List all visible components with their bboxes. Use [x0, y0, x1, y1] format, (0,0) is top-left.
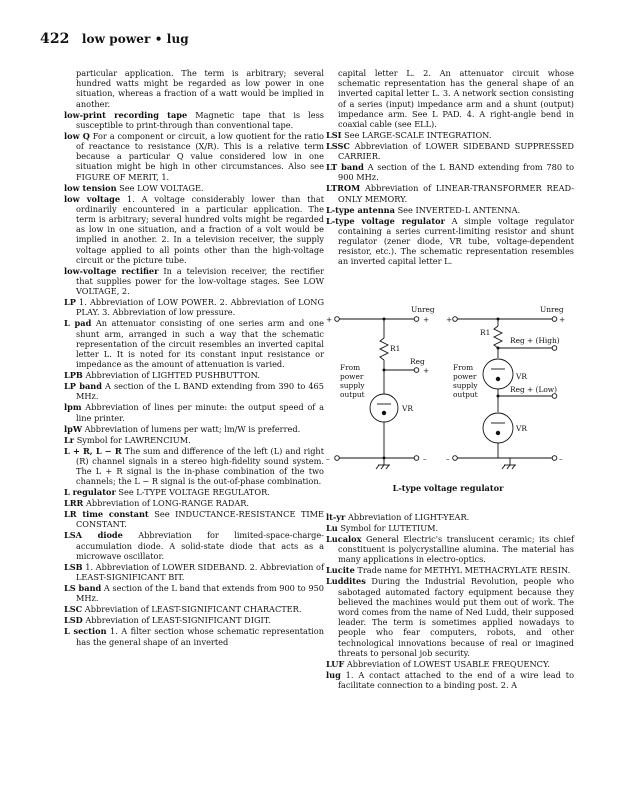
entry-term: LSD [64, 615, 83, 626]
entry-definition: See LARGE-SCALE INTEGRATION. [344, 130, 492, 141]
dictionary-entry [326, 183, 574, 203]
dictionary-entry [326, 68, 574, 129]
entry-term: L regulator [64, 487, 116, 498]
left-column [64, 68, 324, 648]
entry-term: lpm [64, 402, 82, 413]
dictionary-entry [326, 565, 574, 575]
entry-term: L + R, L − R [64, 445, 122, 456]
dictionary-entry [326, 216, 574, 267]
left-input-plus: + [326, 315, 333, 324]
entry-definition: Abbreviation of LONG-RANGE RADAR. [85, 498, 249, 509]
dictionary-entry [64, 446, 324, 487]
dictionary-entry [64, 562, 324, 582]
entry-term: lpW [64, 423, 83, 434]
dictionary-entry [326, 205, 574, 215]
left-r1-label: R1 [390, 344, 401, 353]
entry-definition: 1. A voltage considerably lower than that ordinarily encountered in a particular application. The term is arbitrary; several hundred volts might be regarded as low in one situation, and a fraction of a volt would be implied in another. 2. In a television receiver, the supply voltage applied to all points other than the high-voltage circuit or the picture tube. [76, 193, 324, 265]
left-output-plus: + [423, 315, 430, 324]
entry-term: low tension [64, 182, 117, 193]
entry-definition: Symbol for LUTETIUM. [340, 523, 439, 533]
dictionary-entry [326, 534, 574, 565]
entry-definition: For a component or circuit, a low quotient for the ratio of reactance to resistance (X/R). This is a relative term because a particular Q value considered low in one situation might be high in other circumstances. Also see FIGURE OF MERIT, 1. [76, 130, 324, 182]
entry-definition: Abbreviation for limited-space-charge-accumulation diode. A solid-state diode that acts as a microwave oscillator. [76, 530, 324, 561]
entry-term: L-type voltage regulator [326, 215, 445, 226]
entry-definition: 1. A filter section whose schematic representation has the general shape of an inverted [76, 626, 324, 647]
right-vr2-label: VR [516, 424, 527, 433]
dictionary-entry [64, 435, 324, 445]
entry-term: L pad [64, 318, 92, 329]
dictionary-entry [326, 162, 574, 182]
entry-term: lug [326, 669, 341, 680]
entry-term: Lucite [326, 565, 355, 576]
entry-definition: During the Industrial Revolution, people who sabotaged automated factory equipment because they believed the machines would put them out of work. The word comes from the name of Ned Ludd, their supposed leader. The term is sometimes applied nowadays to people who fear computers, robots, and other technological innovations because of real or imagined threats to personal job security. [338, 576, 574, 658]
entry-definition: Abbreviation of LIGHTED PUSHBUTTON. [85, 370, 260, 381]
running-title: low power • lug [81, 32, 189, 46]
entry-term: LUF [326, 658, 345, 669]
entry-definition: See L-TYPE VOLTAGE REGULATOR. [118, 487, 270, 498]
right-power-label: power [453, 372, 477, 381]
dictionary-entry [64, 424, 324, 434]
right-input-minus: – [446, 454, 450, 463]
entry-term: L section [64, 626, 107, 637]
dictionary-entry [64, 402, 324, 422]
right-column-top [326, 68, 574, 267]
entry-term: LP band [64, 381, 102, 392]
left-supply-label: supply [340, 381, 365, 390]
entry-term: LSI [326, 130, 342, 141]
entry-term: Luddites [326, 576, 366, 587]
dictionary-entry [64, 583, 324, 603]
dictionary-entry [64, 487, 324, 497]
left-unreg-label: Unreg [411, 305, 435, 314]
left-output-label: output [340, 390, 365, 399]
right-supply-label: supply [453, 381, 478, 390]
entry-definition: General Electric's translucent ceramic; its chief constituent is polycrystalline alumina. The material has many applications in electro-optics. [338, 534, 574, 565]
left-power-label: power [340, 372, 364, 381]
entry-definition: Abbreviation of LEAST-SIGNIFICANT DIGIT. [85, 615, 271, 626]
dictionary-entry [64, 381, 324, 401]
entry-term: L-type antenna [326, 204, 395, 215]
entry-term: low-print recording tape [64, 109, 188, 120]
entry-term: low Q [64, 130, 90, 141]
right-reg-high-label: Reg + (High) [510, 336, 560, 345]
entry-term: LSC [64, 604, 83, 615]
entry-definition: Abbreviation of LOWEST USABLE FREQUENCY. [346, 658, 550, 669]
entry-term: Lr [64, 434, 75, 445]
entry-definition: Abbreviation of LINEAR-TRANSFORMER READ-ONLY MEMORY. [338, 183, 574, 204]
entry-term: lt-yr [326, 512, 346, 522]
left-input-minus: – [326, 454, 330, 463]
dictionary-entry [326, 670, 574, 690]
right-output-minus: – [559, 454, 563, 463]
dictionary-entry [64, 370, 324, 380]
dictionary-entry [326, 523, 574, 533]
dictionary-entry [326, 512, 574, 522]
dictionary-entry [64, 615, 324, 625]
dictionary-entry [64, 626, 324, 646]
right-from-label: From [453, 363, 474, 372]
entry-definition: See INVERTED-L ANTENNA. [397, 204, 521, 215]
dictionary-entry [64, 318, 324, 369]
entry-definition: In a television receiver, the rectifier that supplies power for the low-voltage stages. See LOW VOLTAGE, 2. [76, 265, 325, 297]
entry-definition: 1. A contact attached to the end of a wire lead to facilitate connection to a binding post. 2. A [338, 669, 575, 691]
dictionary-entry [326, 576, 574, 658]
right-reg-low-label: Reg + (Low) [510, 385, 558, 394]
entry-definition: An attenuator consisting of one series arm and one shunt arm, arranged in such a way that the schematic representation of the circuit resembles an inverted capital letter L. It is noted for its constant input resistance or impedance as the amount of attenuation is varied. [76, 318, 324, 370]
entry-term: LP [64, 297, 76, 308]
dictionary-entry [64, 194, 324, 265]
entry-definition: particular application. The term is arbitrary; several hundred watts might be regarded as low power in one situation, whereas a fraction of a watt would be implied in another. [76, 68, 324, 109]
entry-term: LT band [326, 162, 364, 173]
right-column-bottom [326, 512, 574, 691]
entry-definition: Abbreviation of LIGHT-YEAR. [347, 512, 470, 522]
dictionary-entry [326, 659, 574, 669]
page-number: 422 [40, 31, 70, 47]
dictionary-entry [64, 498, 324, 508]
entry-term: LR time constant [64, 509, 149, 520]
entry-term: LSB [64, 561, 83, 572]
entry-definition: A section of the L BAND extending from 780 to 900 MHz. [338, 162, 574, 183]
entry-definition: Magnetic tape that is less susceptible to print-through than conventional tape. [76, 109, 324, 130]
entry-definition: The sum and difference of the left (L) and right (R) channel signals in a stereo high-fidelity sound system. The L + R signal is the in-phase combination of the two channels; the L − R signal is the out-of-phase combination. [76, 445, 324, 487]
entry-definition: See INDUCTANCE-RESISTANCE TIME CONSTANT. [76, 509, 325, 530]
running-header [40, 31, 189, 47]
entry-term: LPB [64, 370, 83, 381]
right-vr1-label: VR [516, 372, 527, 381]
entry-definition: capital letter L. 2. An attenuator circuit whose schematic representation has the general shape of an inverted capital letter L. 3. A network section consisting of a series (input) impedance arm and a shunt (output) impedance arm. See L PAD. 4. A right-angle bend in coaxial cable (see ELL). [338, 68, 574, 130]
entry-term: low-voltage rectifier [64, 265, 159, 276]
dictionary-entry [326, 141, 574, 161]
entry-definition: A section of the L band that extends from 900 to 950 MHz. [76, 583, 324, 604]
right-input-plus: + [446, 315, 453, 324]
entry-term: Lucalox [326, 534, 362, 544]
figure-caption: L-type voltage regulator [392, 483, 504, 493]
right-r1-label: R1 [480, 328, 491, 337]
entry-definition: Abbreviation of lumens per watt; lm/W is preferred. [84, 423, 301, 434]
entry-definition: Abbreviation of LEAST-SIGNIFICANT CHARACTER. [84, 604, 302, 615]
entry-definition: Abbreviation of lines per minute: the output speed of a line printer. [76, 402, 325, 423]
dictionary-entry [64, 509, 324, 529]
entry-definition: Abbreviation of LOWER SIDEBAND SUPPRESSED CARRIER. [338, 141, 575, 162]
entry-term: Lu [326, 523, 338, 533]
dictionary-entry [64, 110, 324, 130]
left-reg-label: Reg [410, 357, 425, 366]
entry-term: LRR [64, 498, 84, 509]
dictionary-entry [64, 183, 324, 193]
entry-definition: See LOW VOLTAGE. [119, 182, 204, 193]
entry-definition: 1. Abbreviation of LOWER SIDEBAND. 2. Abbreviation of LEAST-SIGNIFICANT BIT. [76, 561, 324, 583]
right-unreg-label: Unreg [540, 305, 564, 314]
entry-term: LSA diode [64, 530, 123, 541]
dictionary-entry [64, 266, 324, 297]
right-output-label: output [453, 390, 478, 399]
left-from-label: From [340, 363, 361, 372]
dictionary-entry [64, 530, 324, 561]
entry-term: LTROM [326, 183, 361, 194]
regulator-diagram [322, 300, 574, 500]
entry-definition: A section of the L BAND extending from 390 to 465 MHz. [76, 381, 324, 402]
entry-definition: A simple voltage regulator containing a series current-limiting resistor and shunt regulator (zener diode, VR tube, voltage-dependent resistor, etc.). The schematic representation resembles an inverted capital letter L. [338, 215, 574, 267]
entry-term: LSSC [326, 141, 350, 152]
entry-definition: Symbol for LAWRENCIUM. [76, 434, 191, 445]
dictionary-entry [64, 131, 324, 182]
dictionary-entry [326, 130, 574, 140]
dictionary-entry [64, 604, 324, 614]
entry-term: LS band [64, 583, 102, 594]
left-reg-plus: + [423, 366, 430, 375]
right-output-plus: + [559, 315, 566, 324]
regulator-schematic [322, 300, 574, 485]
entry-definition: Trade name for METHYL METHACRYLATE RESIN. [357, 565, 571, 576]
dictionary-entry [64, 68, 324, 109]
dictionary-entry [64, 297, 324, 317]
entry-definition: 1. Abbreviation of LOW POWER. 2. Abbreviation of LONG PLAY. 3. Abbreviation of low pressure. [76, 297, 324, 318]
entry-term: low voltage [64, 193, 121, 204]
left-vr-label: VR [402, 404, 413, 413]
left-output-minus: – [423, 454, 427, 463]
